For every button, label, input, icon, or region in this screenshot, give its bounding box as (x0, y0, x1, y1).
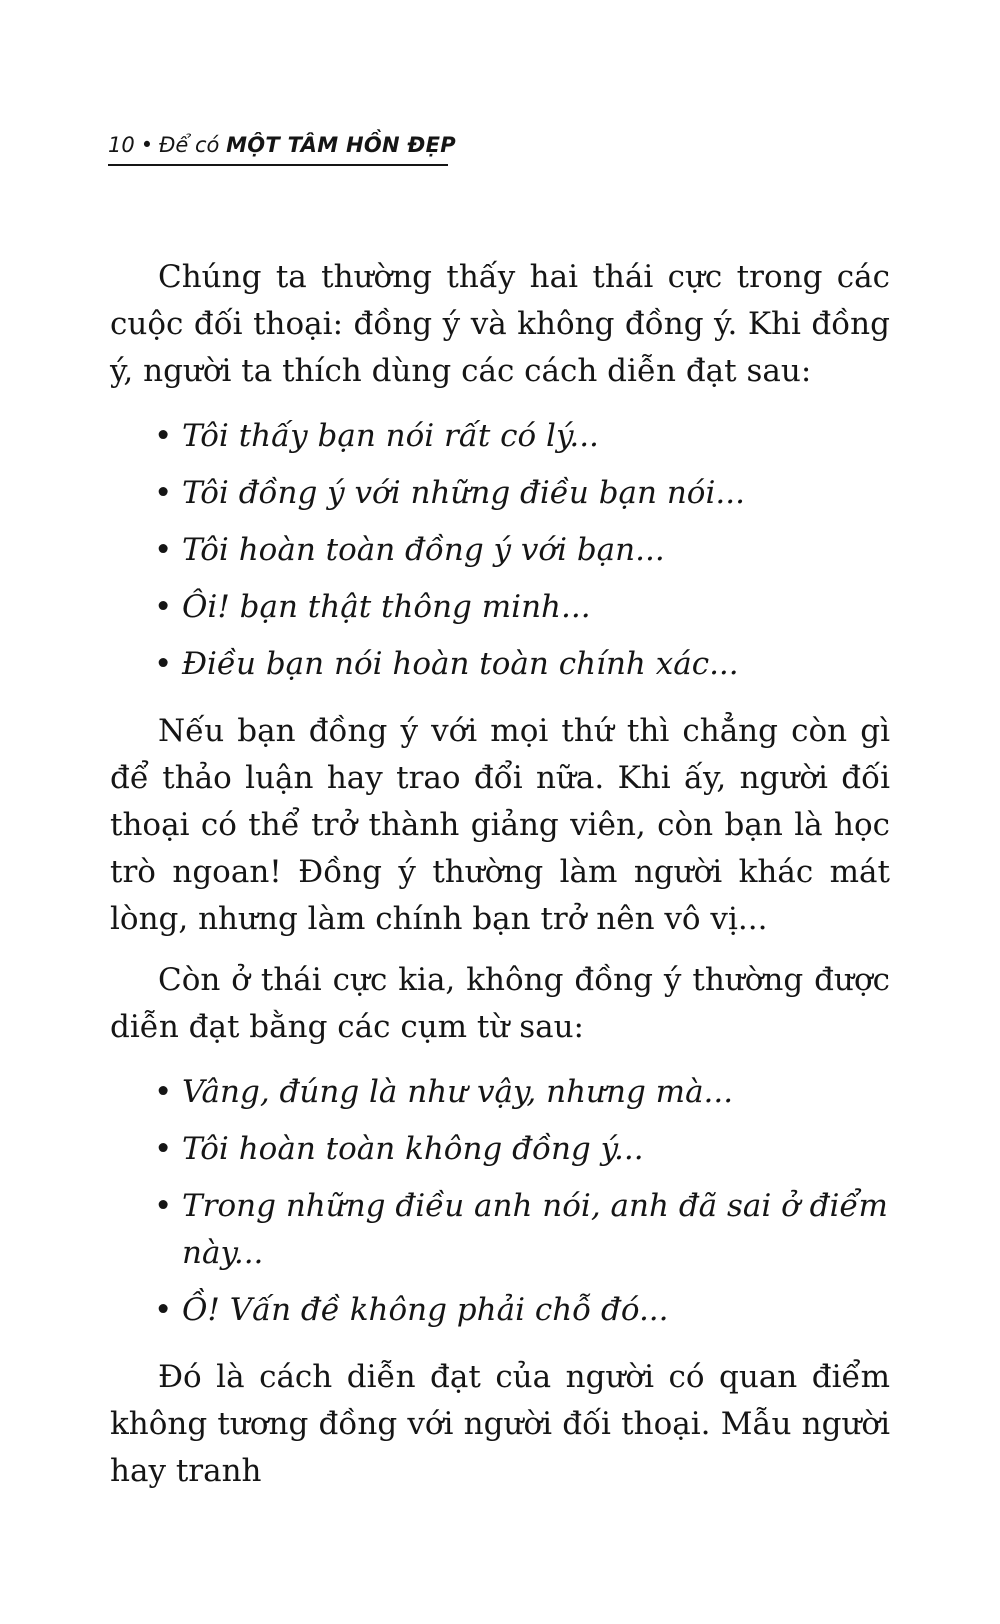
bullet-icon: • (154, 1074, 173, 1110)
book-title: MỘT TÂM HỒN ĐẸP (226, 133, 456, 157)
list-item-text: Vâng, đúng là như vậy, nhưng mà... (182, 1074, 734, 1110)
list-item-text: Trong những điều anh nói, anh đã sai ở điểm này... (182, 1188, 888, 1271)
list-item (154, 1183, 890, 1277)
list-item-text: Tôi thấy bạn nói rất có lý... (182, 418, 599, 454)
list-item (154, 470, 890, 517)
bullet-icon: • (154, 1292, 173, 1328)
paragraph-gap (110, 943, 890, 957)
paragraph-intro: Chúng ta thường thấy hai thái cực trong các cuộc đối thoại: đồng ý và không đồng ý. Khi đồng ý, người ta thích dùng các cách diễn đạt sau: (110, 259, 890, 389)
bullet-icon: • (154, 418, 173, 454)
list-item-text: Ôi! bạn thật thông minh... (182, 589, 591, 625)
list-item (154, 1126, 890, 1173)
bullet-icon: • (154, 532, 173, 568)
list-item-text: Tôi hoàn toàn không đồng ý... (182, 1131, 644, 1167)
paragraph-agree-effect: Nếu bạn đồng ý với mọi thứ thì chẳng còn gì để thảo luận hay trao đổi nữa. Khi ấy, người đối thoại có thể trở thành giảng viên, còn bạn là học trò ngoan! Đồng ý thường làm người khác mát lòng, nhưng làm chính bạn trở nên vô vị... (110, 713, 890, 937)
list-item-text: Tôi đồng ý với những điều bạn nói... (182, 475, 745, 511)
list-item (154, 527, 890, 574)
list-item-text: Ồ! Vấn đề không phải chỗ đó... (182, 1292, 669, 1328)
list-item (154, 413, 890, 460)
paragraph-disagree-intro: Còn ở thái cực kia, không đồng ý thường được diễn đạt bằng các cụm từ sau: (110, 962, 890, 1045)
list-item-text: Tôi hoàn toàn đồng ý với bạn... (182, 532, 665, 568)
list-item (154, 1287, 890, 1334)
agree-phrases-list (110, 413, 890, 688)
disagree-phrases-list (110, 1069, 890, 1334)
header-separator: • (140, 133, 154, 157)
bullet-icon: • (154, 1131, 173, 1167)
bullet-icon: • (154, 646, 173, 682)
list-item (154, 641, 890, 688)
list-item (154, 1069, 890, 1116)
list-item (154, 584, 890, 631)
header-prefix: Để có (159, 133, 220, 157)
body-text (110, 254, 890, 1495)
bullet-icon: • (154, 475, 173, 511)
page-number: 10 (108, 133, 135, 157)
list-item-text: Điều bạn nói hoàn toàn chính xác... (182, 646, 739, 682)
bullet-icon: • (154, 589, 173, 625)
running-header (108, 132, 456, 166)
bullet-icon: • (154, 1188, 173, 1224)
paragraph-conclusion: Đó là cách diễn đạt của người có quan điểm không tương đồng với người đối thoại. Mẫu người hay tranh (110, 1359, 890, 1489)
